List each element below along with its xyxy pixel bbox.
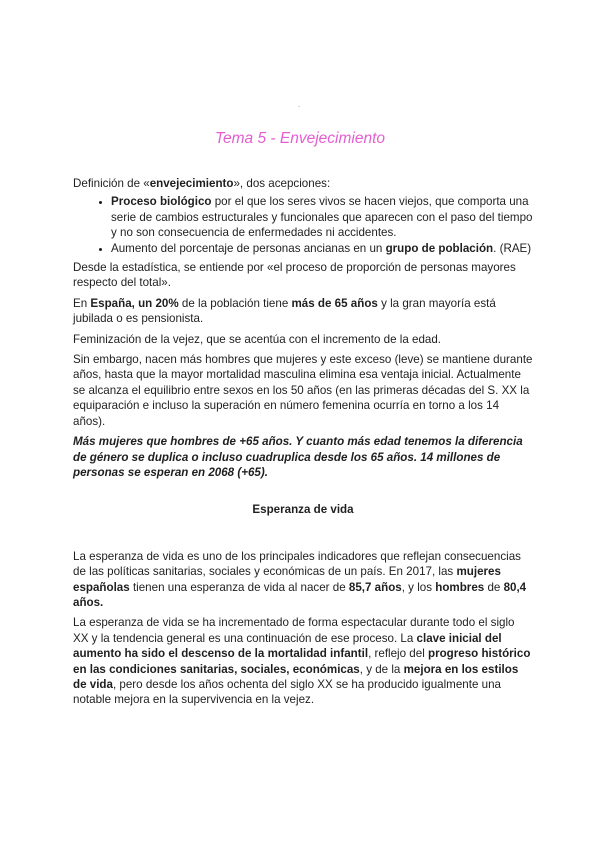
definition-suffix: », dos acepciones: <box>233 177 331 190</box>
increase-paragraph <box>73 615 533 707</box>
feminization-paragraph: Feminización de la vejez, que se acentúa con el incremento de la edad. <box>73 332 442 346</box>
definition-prefix: Definición de « <box>73 177 150 190</box>
le-b4: 80,4 años. <box>73 580 527 609</box>
spain-paragraph <box>73 296 533 327</box>
page-title: Tema 5 - Envejecimiento <box>214 130 385 147</box>
inc-t1: La esperanza de vida se ha incrementado de forma espectacular durante todo el siglo XX y la tendencia general es una continuación de ese proceso. La <box>73 616 515 645</box>
le-t3: , y los <box>401 580 436 594</box>
inc-t2: , reflejo del <box>368 647 428 661</box>
list-item <box>111 194 533 240</box>
le-t4: de <box>484 580 504 594</box>
inc-t4: , pero desde los años ochenta del siglo XX se ha producido igualmente una notable mejora en la supervivencia en la vejez. <box>73 677 501 707</box>
inc-b2: progreso histórico en las condiciones sanitarias, sociales, económicas <box>73 647 531 676</box>
bullet-1-text: por el que los seres vivos se hacen viejos, que comporta una serie de cambios estructurales y funcionales que aparecen con el paso del tiempo y no son consecuencia de enfermedades ni accidentes. <box>111 195 533 240</box>
le-t2: tienen una esperanza de vida al nacer de <box>129 580 349 594</box>
more-men-paragraph: Sin embargo, nacen más hombres que mujeres y este exceso (leve) se mantiene durante años, hasta que la mayor mortalidad masculina elimina esa ventaja inicial. Actualmente se alcanza el equilibrio entre sexos en los 50 años (en las primeras décadas del S. XX la equiparación e incluso la superación en número femenina ocurría en torno a los 14 años). <box>73 353 533 428</box>
stat-definition: Desde la estadística, se entiende por «el proceso de proporción de personas mayores respecto del total». <box>73 261 516 290</box>
document-body <box>73 176 533 713</box>
definition-list <box>73 194 533 256</box>
bullet-2-bold: grupo de población <box>385 241 494 255</box>
spain-t3: y la gran mayoría está jubilada o es pensionista. <box>73 296 496 326</box>
le-b1: mujeres españolas <box>73 565 501 594</box>
bullet-2-pre: Aumento del porcentaje de personas ancianas en un <box>111 241 386 255</box>
le-b3: hombres <box>435 580 485 594</box>
spain-b2: más de 65 años <box>291 296 378 310</box>
inc-t3: , y de la <box>359 662 404 676</box>
definition-intro <box>73 176 533 191</box>
bullet-2-post: . (RAE) <box>493 241 532 255</box>
emphasis-paragraph: Más mujeres que hombres de +65 años. Y cuanto más edad tenemos la diferencia de género se duplica o incluso cuadruplica desde los 65 años. 14 millones de personas se esperan en 2068 (+65). <box>73 435 523 479</box>
definition-term: envejecimiento <box>149 177 234 190</box>
life-expectancy-paragraph <box>73 549 533 611</box>
spain-t1: En <box>73 296 91 310</box>
spain-t2: de la población tiene <box>178 296 292 310</box>
inc-b1: clave inicial del aumento ha sido el descenso de la mortalidad infantil <box>73 631 502 661</box>
bullet-1-bold: Proceso biológico <box>111 195 212 209</box>
inc-b3: mejora en los estilos de vida <box>73 662 519 691</box>
list-item <box>111 241 533 256</box>
le-t1: La esperanza de vida es uno de los principales indicadores que reflejan consecuencias de las políticas sanitarias, sociales y económicas de un país. En 2017, las <box>73 549 521 579</box>
section-title: Esperanza de vida <box>252 503 354 517</box>
header-dot: . <box>298 100 301 109</box>
spain-b1: España, un 20% <box>90 296 179 310</box>
le-b2: 85,7 años <box>348 580 402 594</box>
